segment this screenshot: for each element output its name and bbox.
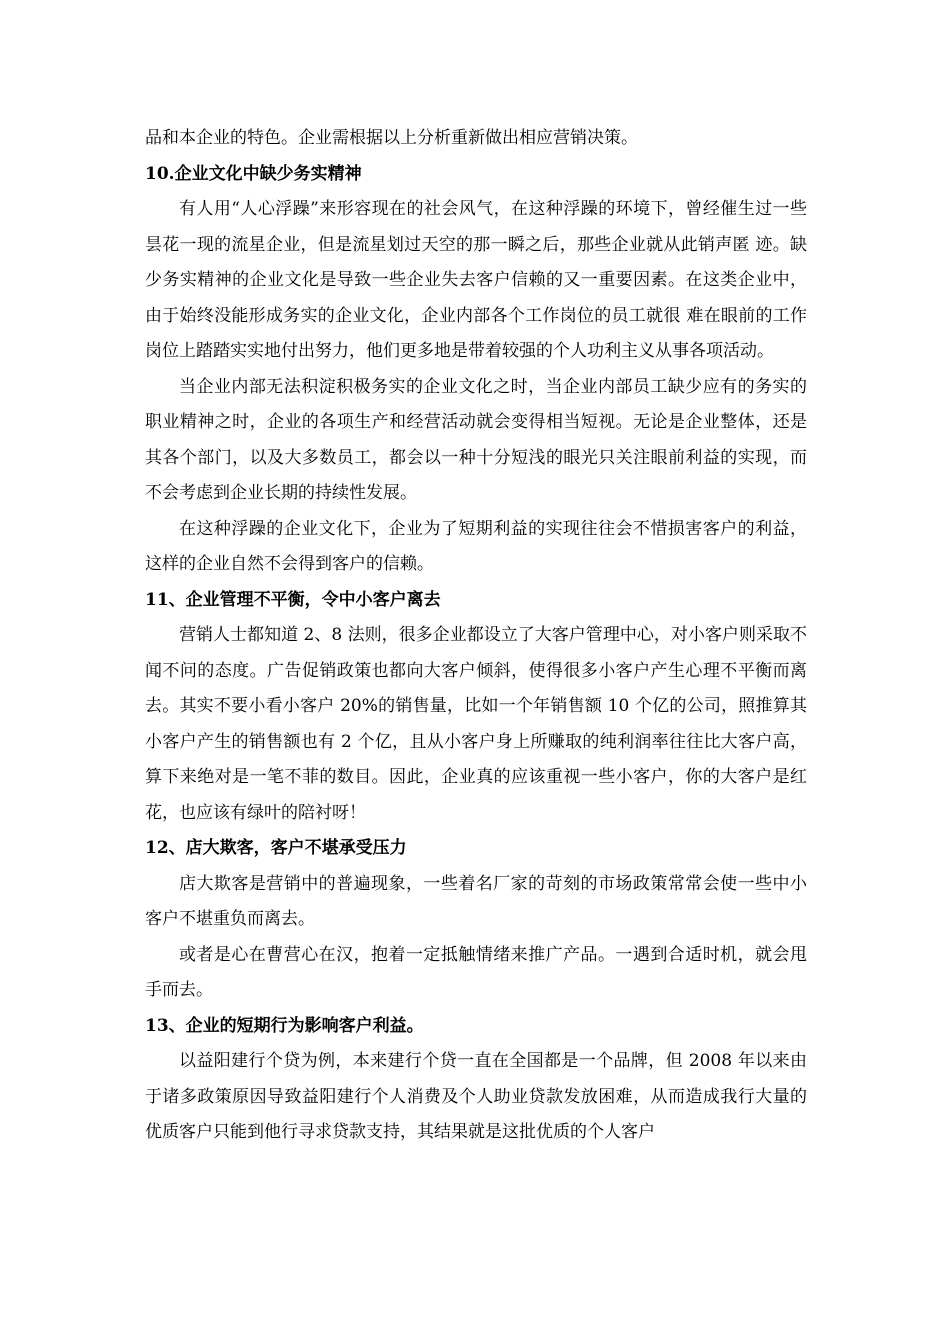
paragraph: 在这种浮躁的企业文化下，企业为了短期利益的实现往往会不惜损害客户的利益，这样的企业自然不会得到客户的信赖。 [145, 518, 807, 574]
document-body [145, 121, 807, 1151]
paragraph-continuation: 品和本企业的特色。企业需根据以上分析重新做出相应营销决策。 [145, 128, 638, 148]
paragraph: 或者是心在曹营心在汉，抱着一定抵触情绪来推广产品。一遇到合适时机，就会甩手而去。 [145, 944, 807, 1000]
paragraph: 以益阳建行个贷为例，本来建行个贷一直在全国都是一个品牌，但 2008 年以来由于诸多政策原因导致益阳建行个人消费及个人助业贷款发放困难，从而造成我行大量的优质客户只能到他行寻求贷款支持，其结果就是这批优质的个人客户 [145, 1051, 807, 1142]
section-heading-12: 12、店大欺客，客户不堪承受压力 [145, 838, 407, 858]
section-heading-11: 11、企业管理不平衡，令中小客户离去 [145, 589, 441, 610]
section-heading-10: 10.企业文化中缺少务实精神 [145, 163, 362, 184]
paragraph: 营销人士都知道 2、8 法则，很多企业都设立了大客户管理中心，对小客户则采取不闻不问的态度。广告促销政策也都向大客户倾斜，使得很多小客户产生心理不平衡而离去。其实不要小看小客户 20%的销售量，比如一个年销售额 10 个亿的公司，照推算其小客户产生的销售额也有 2 个亿，且从小客户身上所赚取的纯利润率往往比大客户高，算下来绝对是一笔不菲的数目。因此，企业真的应该重视一些小客户，你的大客户是红花，也应该有绿叶的陪衬呀！ [145, 625, 807, 823]
paragraph: 店大欺客是营销中的普遍现象，一些着名厂家的苛刻的市场政策常常会使一些中小客户不堪重负而离去。 [145, 873, 807, 929]
paragraph: 当企业内部无法积淀积极务实的企业文化之时，当企业内部员工缺少应有的务实的职业精神之时，企业的各项生产和经营活动就会变得相当短视。无论是企业整体，还是其各个部门，以及大多数员工，都会以一种十分短浅的眼光只关注眼前利益的实现，而不会考虑到企业长期的持续性发展。 [145, 376, 807, 503]
section-heading-13: 13、企业的短期行为影响客户利益。 [145, 1015, 424, 1036]
paragraph: 有人用“人心浮躁”来形容现在的社会风气，在这种浮躁的环境下，曾经催生过一些昙花一现的流星企业，但是流星划过天空的那一瞬之后，那些企业就从此销声匿 迹。缺少务实精神的企业文化是导致一些企业失去客户信赖的又一重要因素。在这类企业中，由于始终没能形成务实的企业文化，企业内部各个工作岗位的员工就很 难在眼前的工作岗位上踏踏实实地付出努力，他们更多地是带着较强的个人功利主义从事各项活动。 [145, 199, 807, 361]
